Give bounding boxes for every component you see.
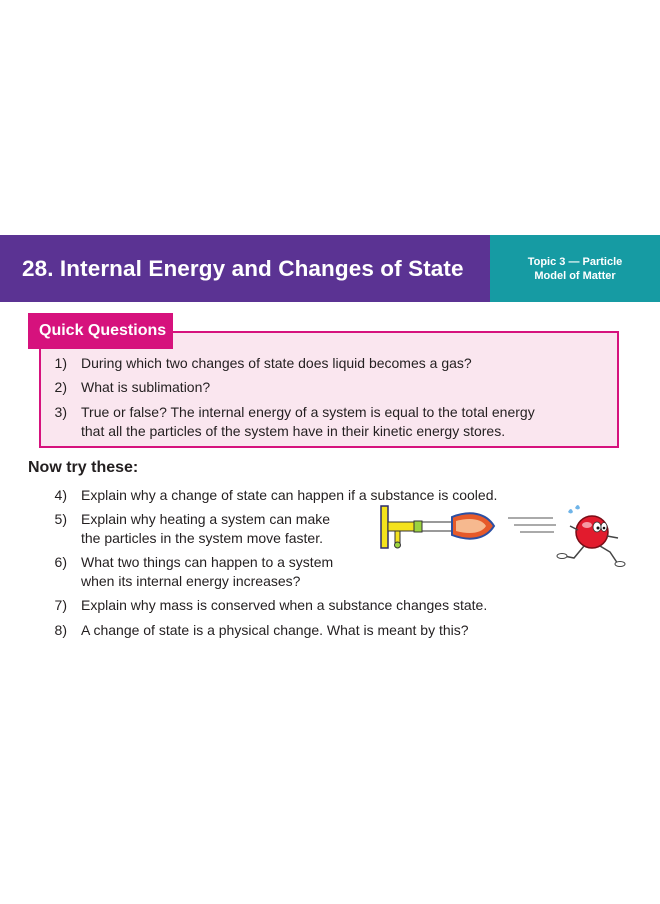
question-text: A change of state is a physical change. What is meant by this?	[81, 622, 469, 638]
question-number: 8)	[54, 622, 67, 638]
question-number: 4)	[54, 487, 67, 503]
topic-label-line-1: Topic 3 — Particle	[527, 256, 623, 268]
question-text-continued: when its internal energy increases?	[81, 573, 301, 589]
question-number: 5)	[54, 511, 67, 527]
question-number: 1)	[54, 355, 67, 371]
question-number: 6)	[54, 554, 67, 570]
topic-label-line-2: Model of Matter	[534, 270, 616, 282]
question-text: Explain why heating a system can make	[81, 511, 331, 527]
question-text: What two things can happen to a system	[81, 554, 334, 570]
question-text: True or false? The internal energy of a system is equal to the total energy	[81, 404, 535, 420]
bunsen-burner-icon	[381, 506, 494, 548]
question-text-continued: that all the particles of the system have in their kinetic energy stores.	[81, 423, 506, 439]
illustration	[378, 500, 638, 572]
question-text: Explain why a change of state can happen if a substance is cooled.	[81, 487, 498, 503]
now-try-heading: Now try these:	[28, 459, 139, 476]
question-text: What is sublimation?	[81, 379, 211, 395]
question-text: During which two changes of state does liquid becomes a gas?	[81, 355, 472, 371]
running-particle-icon	[508, 505, 625, 567]
page-title: 28. Internal Energy and Changes of State	[22, 256, 464, 281]
topic-box	[490, 235, 660, 302]
question-text-continued: the particles in the system move faster.	[81, 530, 323, 546]
question-number: 2)	[54, 379, 67, 395]
quick-questions-heading: Quick Questions	[28, 313, 173, 349]
question-text: Explain why mass is conserved when a substance changes state.	[81, 597, 488, 613]
question-number: 3)	[54, 404, 67, 420]
question-number: 7)	[54, 597, 67, 613]
